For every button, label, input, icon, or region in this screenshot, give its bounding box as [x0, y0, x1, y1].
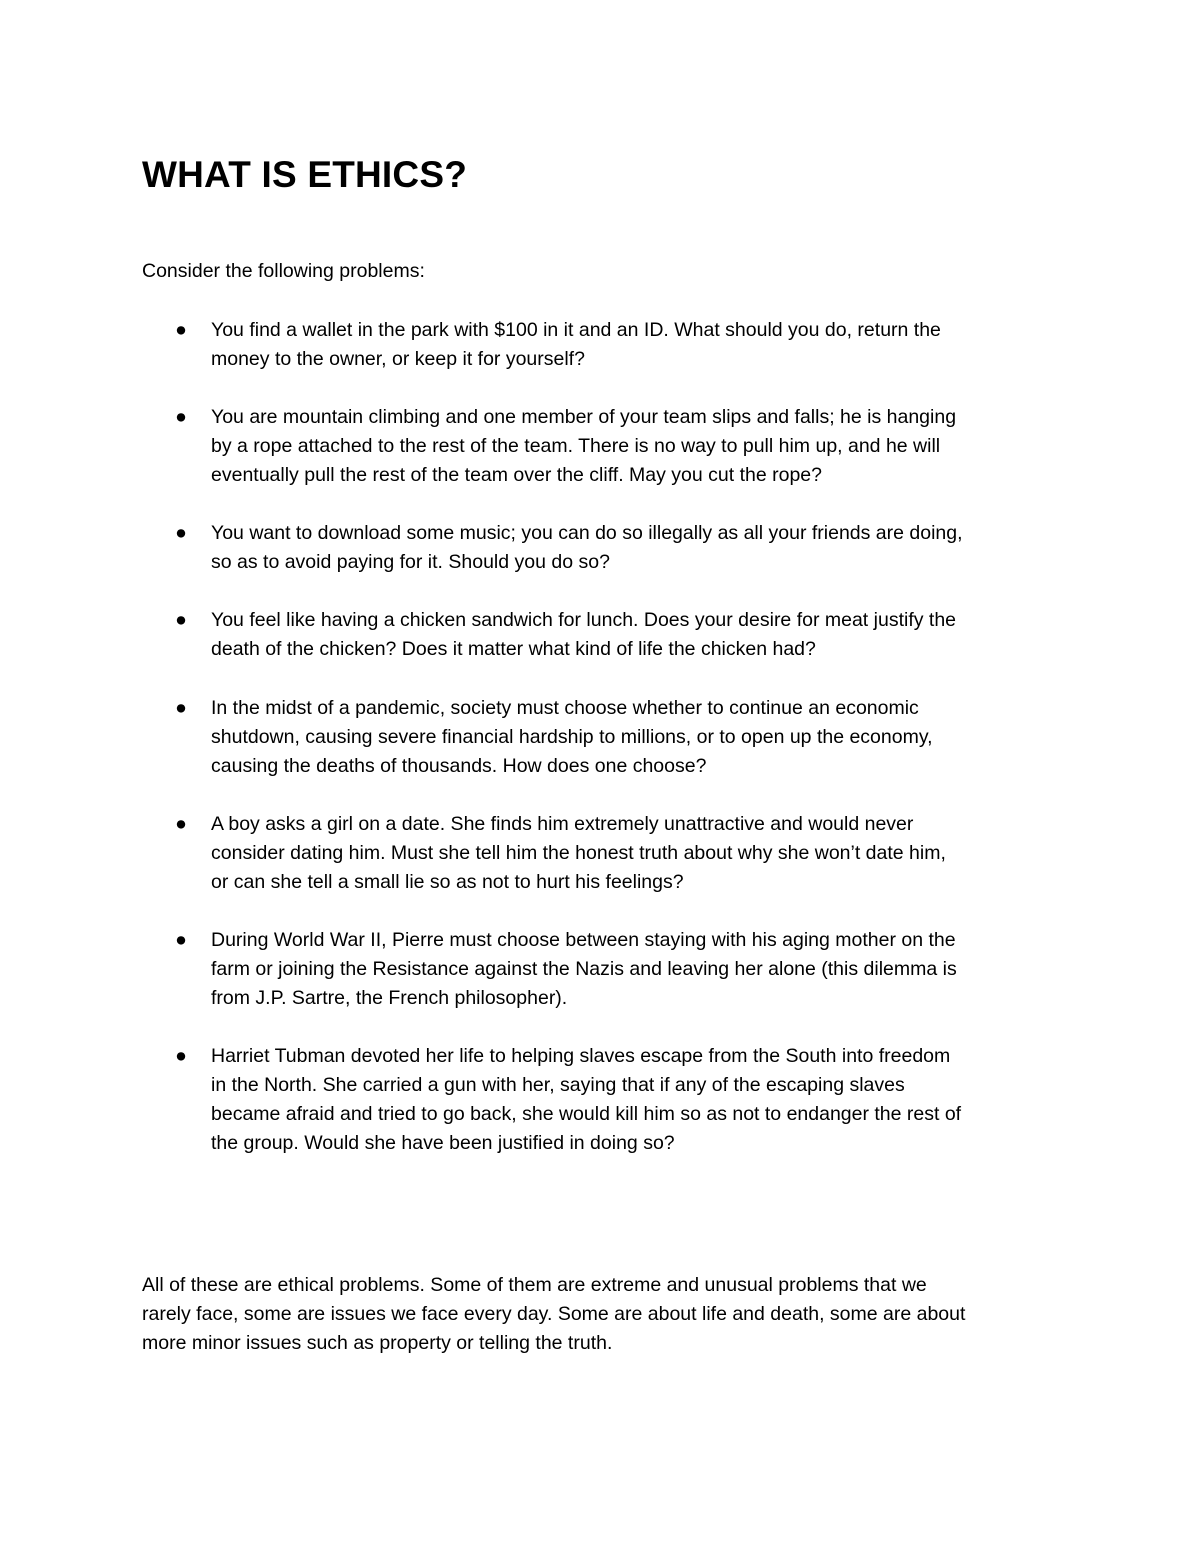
problem-text: In the midst of a pandemic, society must choose whether to continue an economic shutdown, causing severe financial hardship to millions, or to open up the economy, causing the deaths of thousands. How does one choose?: [211, 697, 933, 777]
conclusion-paragraph: All of these are ethical problems. Some of them are extreme and unusual problems that we rarely face, some are issues we face every day. Some are about life and death, some are about more minor issues such as property or telling the truth.: [142, 1274, 966, 1354]
problem-text: During World War II, Pierre must choose between staying with his aging mother on the farm or joining the Resistance against the Nazis and leaving her alone (this dilemma is from J.P. Sartre, the French philosopher).: [211, 929, 957, 1009]
bullet-icon: ●: [175, 697, 187, 719]
problem-text: You want to download some music; you can do so illegally as all your friends are doing, so as to avoid paying for it. Should you do so?: [211, 522, 963, 573]
page-title: WHAT IS ETHICS?: [142, 154, 468, 195]
bullet-icon: ●: [175, 609, 187, 631]
problem-text: You find a wallet in the park with $100 in it and an ID. What should you do, return the money to the owner, or keep it for yourself?: [211, 319, 941, 370]
bullet-icon: ●: [175, 813, 187, 835]
bullet-icon: ●: [175, 319, 187, 341]
problem-text: You are mountain climbing and one member of your team slips and falls; he is hanging by a rope attached to the rest of the team. There is no way to pull him up, and he will eventually pull the rest of the team over the cliff. May you cut the rope?: [211, 406, 957, 486]
problem-text: Harriet Tubman devoted her life to helping slaves escape from the South into freedom in the North. She carried a gun with her, saying that if any of the escaping slaves became afraid and tried to go back, she would kill him so as not to endanger the rest of the group. Would she have been justified in doing so?: [211, 1045, 962, 1154]
intro-text: Consider the following problems:: [142, 260, 425, 282]
bullet-icon: ●: [175, 522, 187, 544]
bullet-icon: ●: [175, 1045, 187, 1067]
problem-text: You feel like having a chicken sandwich for lunch. Does your desire for meat justify the death of the chicken? Does it matter what kind of life the chicken had?: [211, 609, 957, 660]
bullet-icon: ●: [175, 929, 187, 951]
problem-text: A boy asks a girl on a date. She finds him extremely unattractive and would never consider dating him. Must she tell him the honest truth about why she won’t date him, or can she tell a small lie so as not to hurt his feelings?: [211, 813, 946, 893]
bullet-icon: ●: [175, 406, 187, 428]
